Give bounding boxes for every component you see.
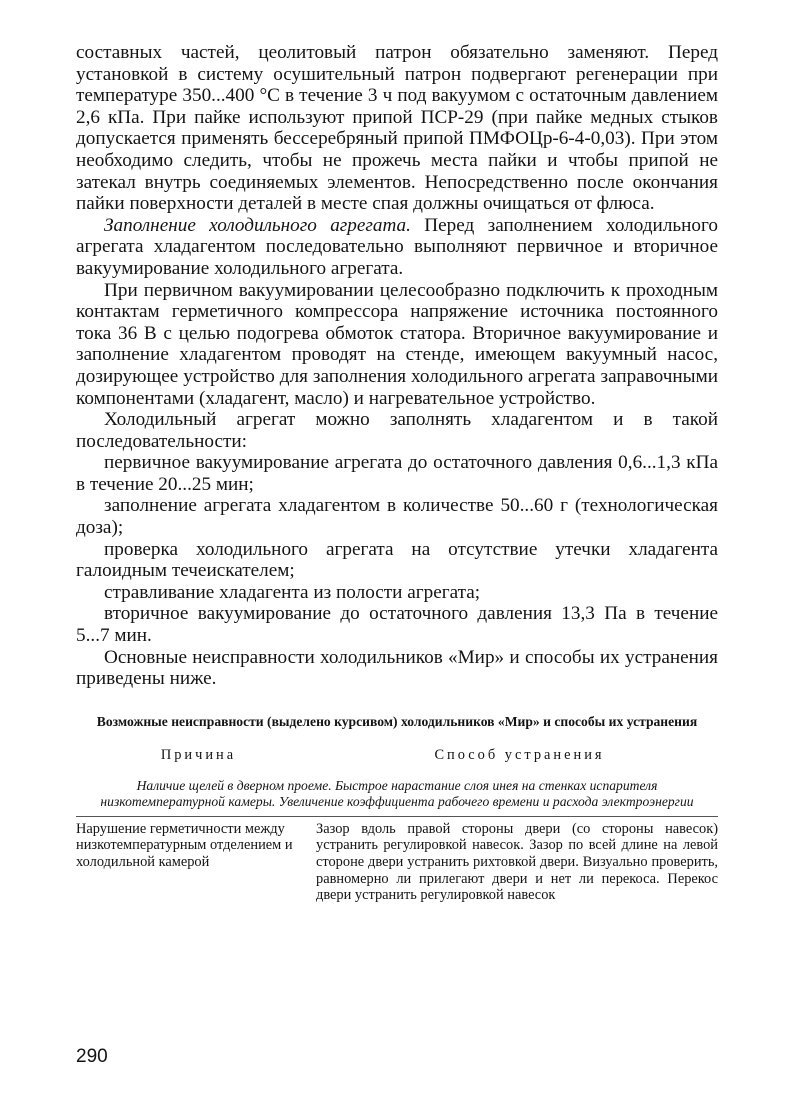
- paragraph-2-text: Перед заполнением холодильного агрегата хладагентом последовательно выполняют первичное и вторичное вакуумирование холодильного агрегата.: [76, 214, 718, 279]
- table-header: [76, 746, 718, 764]
- column-cause-header: Причина: [160, 746, 237, 763]
- table-title: Возможные неисправности (выделено курсивом) холодильников «Мир» и способы их устранения: [96, 713, 698, 729]
- list-item: первичное вакуумирование агрегата до остаточного давления 0,6...1,3 кПа в течение 20...25 мин;: [76, 452, 718, 495]
- list-item: стравливание хладагента из полости агрегата;: [104, 581, 481, 603]
- list-item: заполнение агрегата хладагентом в количестве 50...60 г (технологическая доза);: [76, 495, 718, 539]
- paragraph-4: Холодильный агрегат можно заполнять хладагентом и в такой последовательности:: [76, 409, 718, 452]
- fault-description: Наличие щелей в дверном проеме. Быстрое нарастание слоя инея на стенках испарителя низкотемпературной камеры. Увеличение коэффициента рабочего времени и расхода электроэнергии: [100, 777, 694, 809]
- list-item: вторичное вакуумирование до остаточного давления 13,3 Па в течение 5...7 мин.: [76, 603, 718, 647]
- row-cause: Нарушение герметичности между низкотемпературным отделением и холодильной камерой: [76, 820, 293, 870]
- page-body: [76, 42, 718, 904]
- page-number: 290: [76, 1046, 108, 1067]
- list-item: проверка холодильного агрегата на отсутствие утечки хладагента галоидным течеискателем;: [76, 538, 718, 582]
- paragraph-1: составных частей, цеолитовый патрон обязательно заменяют. Перед установкой в систему осушительный патрон подвергают регенерации при температуре 350...400 °С в течение 3 ч под вакуумом с остаточным давлением 2,6 кПа. При пайке используют припой ПСР-29 (при пайке медных стыков допускается применять бессеребряный припой ПМФОЦр-6-4-0,03). При этом необходимо следить, чтобы не прожечь места пайки и чтобы припой не затекал внутрь соединяемых элементов. Непосредственно после окончания пайки поверхности деталей в месте спая должны очищаться от флюса.: [76, 42, 718, 215]
- paragraph-2: [76, 215, 718, 280]
- table-row: [76, 821, 718, 904]
- divider: [76, 816, 718, 817]
- paragraph-3: При первичном вакуумировании целесообразно подключить к проходным контактам герметичного компрессора напряжение источника постоянного тока 36 В с целью подогрева обмоток статора. Вторичное вакуумирование и заполнение хладагентом проводят на стенде, имеющем вакуумный насос, дозирующее устройство для заполнения холодильного агрегата заправочными компонентами (хладагент, масло) и нагревательное устройство.: [76, 279, 718, 409]
- column-fix-header: Способ устранения: [434, 746, 605, 763]
- row-fix: Зазор вдоль правой стороны двери (со стороны навесок) устранить регулировкой навесок. Зазор по всей длине на левой стороне двери устранить рихтовкой двери. Визуально проверить, равномерно ли прилегают двери и нет ли перекоса. Перекос двери устранить регулировкой навесок: [316, 820, 718, 904]
- section-heading: Заполнение холодильного агрегата.: [104, 214, 411, 236]
- paragraph-5: Основные неисправности холодильников «Мир» и способы их устранения приведены ниже.: [76, 646, 718, 690]
